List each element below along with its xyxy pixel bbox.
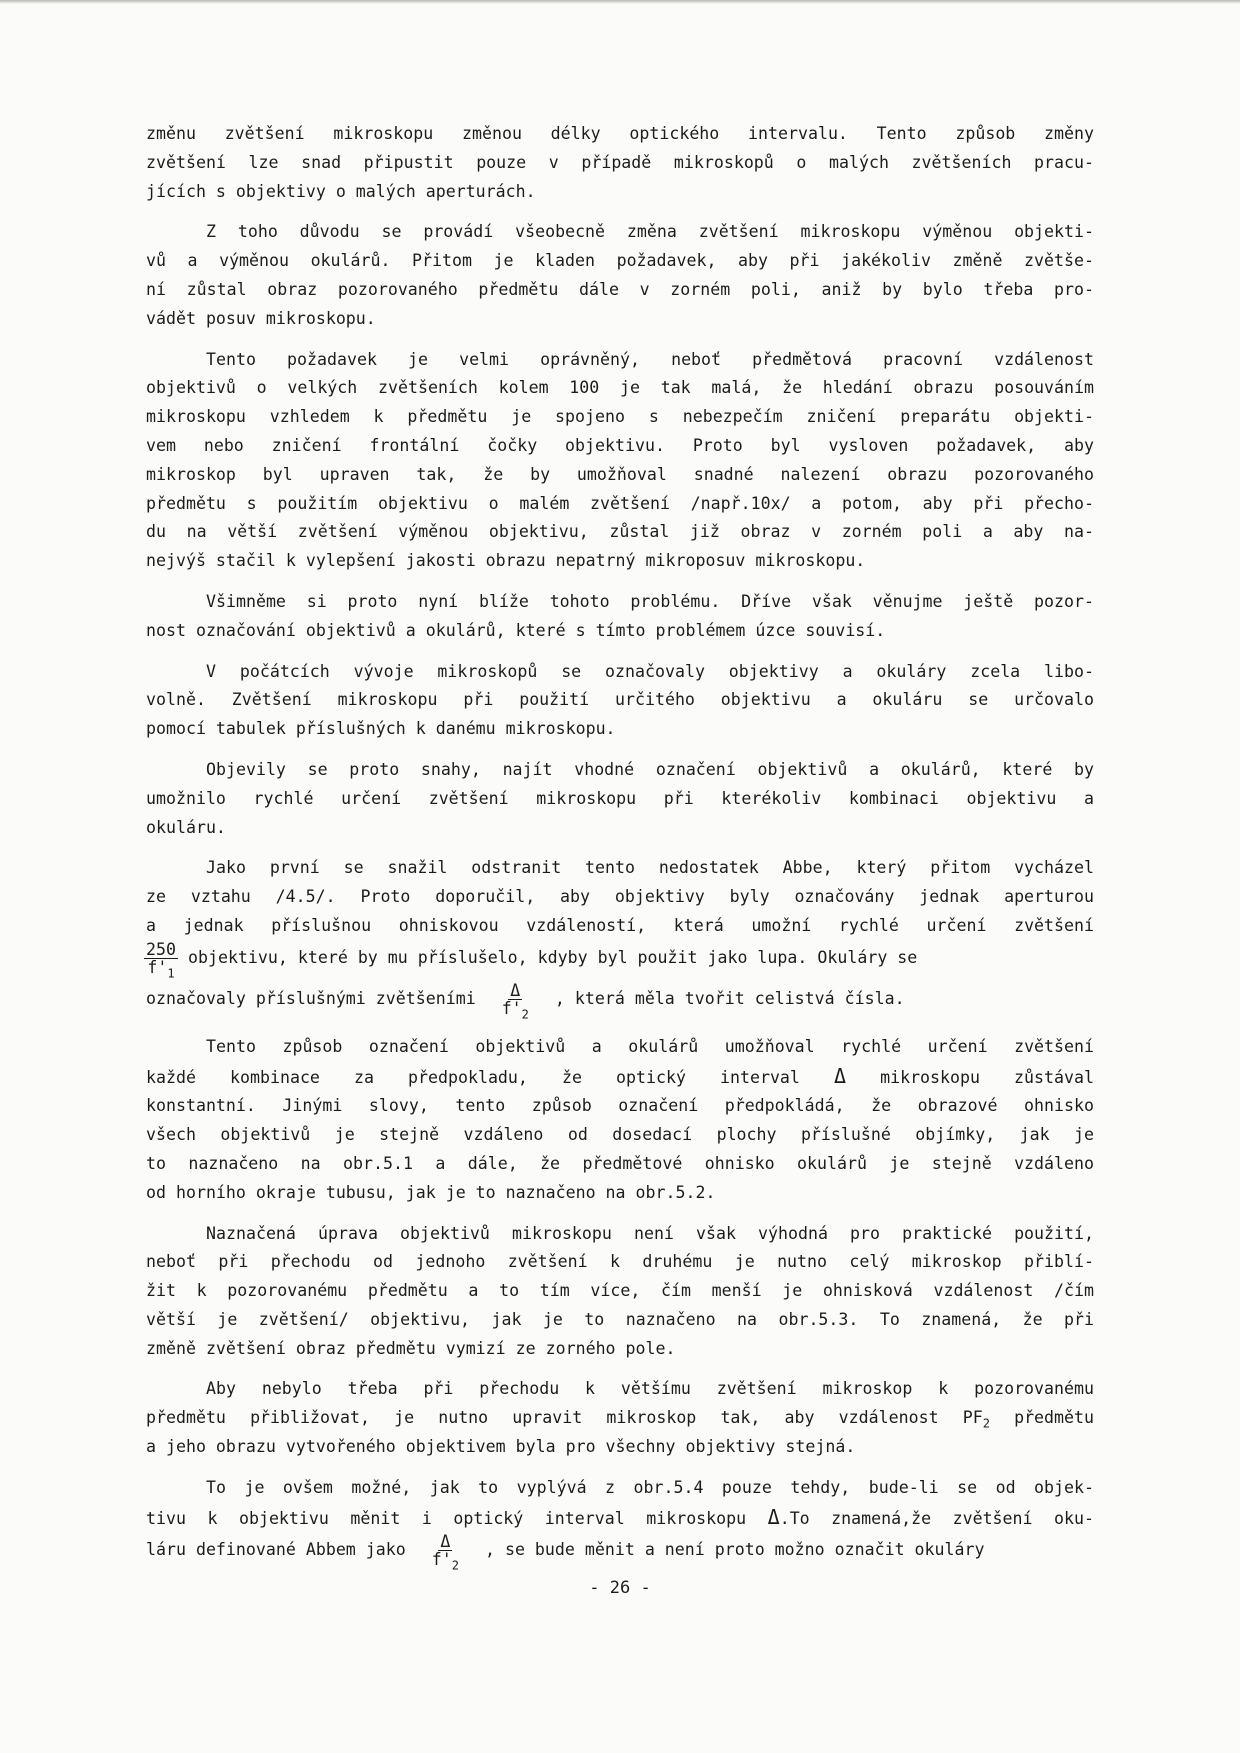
text-segment: tivu k objektivu měnit i optický interval mikroskopu (146, 1508, 747, 1528)
text-line: nost označování objektivů a okulárů, které s tímto problémem úzce souvisí. (146, 620, 886, 640)
paragraph-abbe (146, 854, 1094, 1022)
text-line: Objevily se proto snahy, najít vhodné označení objektivů a okulárů, které by (206, 759, 1094, 779)
text-line: mikroskopu vzhledem k předmětu je spojeno s nebezpečím zničení preparátu objekti- (146, 407, 1094, 427)
text-line (146, 939, 1094, 981)
text-line: Z toho důvodu se provádí všeobecně změna zvětšení mikroskopu výměnou objekti- (206, 222, 1094, 242)
text-segment: označovaly příslušnými zvětšeními (146, 988, 476, 1008)
text-line: pomocí tabulek příslušných k danému mikroskopu. (146, 719, 616, 739)
text-line (146, 1062, 1094, 1093)
text-line: nejvýš stačil k vylepšení jakosti obrazu nepatrný mikroposuv mikroskopu. (146, 551, 866, 571)
text-segment: láru definované Abbem jako (146, 1540, 406, 1560)
scan-edge (0, 0, 1240, 4)
text-segment: .To znamená,že zvětšení oku- (779, 1508, 1094, 1528)
paragraph-interval-rest (146, 1092, 1094, 1207)
text-line: to naznačeno na obr.5.1 a dále, že předmětové ohnisko okulárů je stejně vzdáleno (146, 1153, 1094, 1173)
paragraph (146, 588, 1094, 646)
text-line: větší je zvětšení/ objektivu, jak je to naznačeno na obr.5.3. To znamená, že při (146, 1309, 1094, 1329)
text-line: vádět posuv mikroskopu. (146, 308, 376, 328)
text-line: změně zvětšení obraz předmětu vymizí ze zorného pole. (146, 1338, 676, 1358)
paragraph (146, 120, 1094, 206)
text-line: Tento způsob označení objektivů a okulárů umožňoval rychlé určení zvětšení (206, 1036, 1094, 1056)
text-line (146, 1404, 1094, 1433)
text-line: volně. Zvětšení mikroskopu při použití určitého objektivu a okuláru se určovalo (146, 690, 1094, 710)
text-segment: předmětu přibližovat, je nutno upravit mikroskop tak, aby vzdálenost PF (146, 1408, 983, 1428)
text-line: Všimněme si proto nyní blíže tohoto problému. Dříve však věnujme ještě pozor- (206, 591, 1094, 611)
paragraph-pf2 (146, 1375, 1094, 1461)
text-line: a jeho obrazu vytvořeného objektivem byla pro všechny objektivy stejná. (146, 1437, 856, 1457)
text-line: Tento požadavek je velmi oprávněný, neboť předmětová pracovní vzdálenost (206, 349, 1094, 369)
text-line: změnu zvětšení mikroskopu změnou délky optického intervalu. Tento způsob změny (146, 124, 1094, 143)
text-segment: každé kombinace za předpokladu, že optický interval (146, 1067, 800, 1087)
text-line: vů a výměnou okulárů. Přitom je kladen požadavek, aby při jakékoliv změně zvětše- (146, 251, 1094, 271)
fraction-denominator (430, 1550, 461, 1573)
delta-symbol: Δ (833, 1063, 847, 1088)
text-line: mikroskop byl upraven tak, že by umožňoval snadné nalezení obrazu pozorovaného (146, 464, 1094, 484)
text-line: Naznačená úprava objektivů mikroskopu není však výhodná pro praktické použití, (206, 1223, 1094, 1243)
text-line: předmětu s použitím objektivu o malém zvětšení /např.10x/ a potom, aby při přecho- (146, 493, 1094, 513)
text-line: jících s objektivy o malých aperturách. (146, 181, 536, 201)
paragraph (146, 658, 1094, 744)
text-segment: mikroskopu zůstával (880, 1067, 1094, 1087)
text-line: umožnilo rychlé určení zvětšení mikroskopu při kterékoliv kombinaci objektivu a (146, 788, 1094, 808)
paragraphs-block-1 (146, 120, 1094, 842)
text-line: objektivů o velkých zvětšeních kolem 100 je tak malá, že hledání obrazu posouváním (146, 378, 1094, 398)
paragraph (146, 218, 1094, 333)
text-line: ní zůstal obraz pozorovaného předmětu dále v zorném poli, aniž by bylo třeba pro- (146, 279, 1094, 299)
text-line (146, 1503, 1094, 1534)
fraction-numerator: 250 (146, 939, 176, 959)
text-line: ze vztahu /4.5/. Proto doporučil, aby objektivy byly označovány jednak aperturou (146, 887, 1094, 907)
text-line: všech objektivů je stejně vzdáleno od dosedací plochy příslušné objímky, jak je (146, 1125, 1094, 1145)
text-line: V počátcích vývoje mikroskopů se označovaly objektivy a okuláry zcela libo- (206, 661, 1094, 681)
subscript: 2 (982, 1416, 990, 1431)
paragraph-interval (146, 1033, 1094, 1208)
text-line (146, 980, 1094, 1022)
text-line: neboť při přechodu od jednoho zvětšení k druhému je nutno celý mikroskop přiblí- (146, 1252, 1094, 1272)
text-line (146, 1532, 1094, 1573)
fraction-denominator-symbol: f' (431, 1550, 452, 1570)
fraction-denominator-symbol: f' (501, 998, 522, 1018)
fraction-delta-over-f2 (430, 1532, 461, 1573)
fraction-denominator (145, 957, 176, 981)
paragraphs-block-2 (146, 1220, 1094, 1364)
fraction-denominator-symbol: f' (147, 957, 168, 977)
text-line: od horního okraje tubusu, jak je to naznačeno na obr.5.2. (146, 1182, 716, 1202)
subscript: 2 (521, 1007, 529, 1022)
text-line: Aby nebylo třeba při přechodu k většímu zvětšení mikroskop k pozorovanému (206, 1379, 1094, 1399)
paragraph-last (146, 1474, 1094, 1573)
paragraph (146, 346, 1094, 576)
text-line: To je ovšem možné, jak to vyplývá z obr.5.4 pouze tehdy, bude-li se od objek- (206, 1477, 1094, 1497)
page-number: - 26 - (589, 1578, 651, 1598)
text-line: okuláru. (146, 817, 226, 837)
text-segment: předmětu (989, 1408, 1095, 1428)
text-line: zvětšení lze snad připustit pouze v případě mikroskopů o malých zvětšeních pracu- (146, 152, 1094, 172)
fraction-250-over-f1 (144, 939, 178, 981)
fraction-denominator (500, 998, 531, 1022)
text-segment: objektivu, které by mu příslušelo, kdyby byl použit jako lupa. Okuláry se (187, 947, 918, 967)
text-line: a jednak příslušnou ohniskovou vzdáleností, která umožní rychlé určení zvětšení (146, 915, 1094, 935)
paragraph (146, 1220, 1094, 1364)
text-line: vem nebo zničení frontální čočky objektivu. Proto byl vysloven požadavek, aby (146, 435, 1094, 455)
paragraph (146, 756, 1094, 842)
text-line: konstantní. Jinými slovy, tento způsob označení předpokládá, že obrazové ohnisko (146, 1096, 1094, 1116)
fraction-numerator: Δ (440, 1532, 451, 1552)
text-segment: , která měla tvořit celistvá čísla. (554, 988, 905, 1008)
document-body (146, 120, 1094, 1580)
subscript: 1 (167, 966, 175, 981)
fraction-numerator: Δ (510, 980, 521, 1000)
delta-symbol: Δ (767, 1504, 780, 1529)
text-line: du na větší zvětšení výměnou objektivu, zůstal již obraz v zorném poli a aby na- (146, 522, 1094, 542)
text-line: Jako první se snažil odstranit tento nedostatek Abbe, který přitom vycházel (206, 858, 1094, 878)
text-segment: , se bude měnit a není proto možno označit okuláry (484, 1540, 985, 1560)
text-line: žit k pozorovanému předmětu a to tím více, čím menší je ohnisková vzdálenost /čím (146, 1281, 1094, 1301)
subscript: 2 (451, 1558, 459, 1573)
fraction-delta-over-f2 (500, 980, 531, 1022)
